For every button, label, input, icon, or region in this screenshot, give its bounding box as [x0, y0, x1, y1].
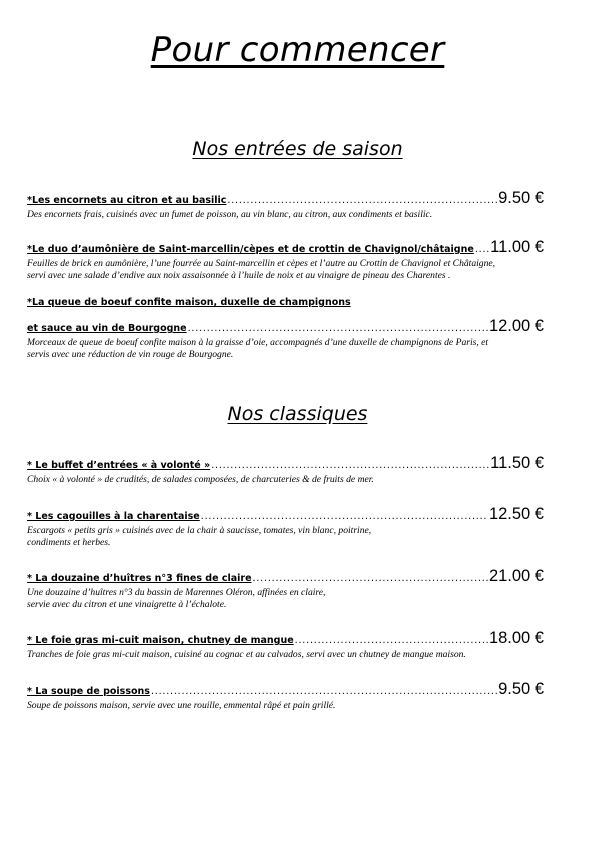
dish-description — [27, 587, 552, 611]
description-line: Une douzaine d’huîtres n°3 du bassin de Marennes Oléron, affinées en claire, — [27, 587, 326, 598]
menu-item-line — [27, 505, 552, 524]
dish-description — [27, 258, 552, 282]
dish-description — [27, 474, 552, 486]
dish-name: * Le buffet d’entrées « à volonté » — [27, 460, 211, 471]
menu-item-line — [27, 317, 552, 336]
description-line: Escargots « petits gris » cuisinés avec de la chair à saucisse, tomates, vin blanc, poitrine, — [27, 525, 372, 536]
dish-name: *Les encornets au citron et au basilic — [27, 195, 227, 206]
description-line: Soupe de poissons maison, servie avec une rouille, emmental râpé et pain grillé. — [27, 700, 336, 711]
dish-description — [27, 700, 552, 712]
dish-name: * Les cagouilles à la charentaise — [27, 511, 200, 522]
page-title: Pour commencer — [150, 30, 445, 70]
menu-item-cagouilles — [27, 505, 552, 549]
description-line: Feuilles de brick en aumônière, l’une fourrée au Saint-marcellin et cèpes et l’autre au Crottin de Chavignol et Châtaigne, — [27, 258, 496, 269]
dish-description — [27, 525, 552, 549]
dish-name-continued: et sauce au vin de Bourgogne — [27, 323, 187, 334]
description-line: Des encornets frais, cuisinés avec un fumet de poisson, au vin blanc, au citron, aux condiments et basilic. — [27, 209, 433, 220]
menu-item-duo-aumoniere — [27, 238, 552, 282]
menu-item-buffet — [27, 454, 552, 486]
dish-price: 12.50 € — [488, 505, 544, 523]
dot-leader — [227, 194, 497, 208]
menu-item-line — [27, 189, 552, 208]
dish-price: 9.50 € — [498, 680, 544, 698]
section-heading-classiques: Nos classiques — [227, 403, 368, 425]
dot-leader — [201, 510, 488, 524]
dish-price: 12.00 € — [488, 317, 544, 335]
dish-price: 21.00 € — [488, 567, 544, 585]
description-line: servi avec une salade d’endive aux noix assaisonnée à l’huile de noix et au vinaigre de pineau des Charentes . — [27, 270, 451, 282]
menu-item-line — [27, 629, 552, 648]
dish-description — [27, 337, 552, 361]
menu-item-huitres — [27, 567, 552, 611]
dot-leader — [253, 572, 488, 586]
dot-leader — [211, 459, 489, 473]
section-heading-entrees-saison: Nos entrées de saison — [192, 138, 403, 160]
description-line: condiments et herbes. — [27, 537, 111, 549]
menu-item-encornets — [27, 189, 552, 221]
menu-item-line — [27, 680, 552, 699]
dish-name: *Le duo d’aumônière de Saint-marcellin/cèpes et de crottin de Chavignol/châtaigne — [27, 244, 474, 255]
description-line: Choix « à volonté » de crudités, de salades composées, de charcuteries & de fruits de mer. — [27, 474, 374, 485]
dish-description — [27, 209, 552, 221]
menu-item-queue-de-boeuf — [27, 297, 552, 361]
dot-leader — [295, 634, 488, 648]
description-line: servis avec une réduction de vin rouge de Bourgogne. — [27, 349, 234, 361]
menu-item-line — [27, 238, 552, 257]
dish-price: 9.50 € — [498, 189, 544, 207]
menu-item-line — [27, 454, 552, 473]
dish-name: * Le foie gras mi-cuit maison, chutney de mangue — [27, 635, 294, 646]
dish-name: * La soupe de poissons — [27, 686, 150, 697]
menu-item-foie-gras — [27, 629, 552, 661]
description-line: Morceaux de queue de boeuf confite maison à la graisse d’oie, accompagnés d’une duxelle de champignons de Paris, et — [27, 337, 489, 348]
menu-item-soupe-de-poissons — [27, 680, 552, 712]
menu-item-line — [27, 567, 552, 586]
dot-leader — [188, 322, 488, 336]
dish-price: 11.50 € — [490, 454, 544, 472]
dot-leader — [151, 685, 497, 699]
dish-description — [27, 649, 552, 661]
dot-leader — [475, 243, 489, 257]
description-line: servie avec du citron et une vinaigrette à l’échalote. — [27, 599, 227, 611]
dish-price: 11.00 € — [490, 238, 544, 256]
dish-name: * La douzaine d’huîtres n°3 fines de claire — [27, 573, 252, 584]
description-line: Tranches de foie gras mi-cuit maison, cuisiné au cognac et au calvados, servi avec un chutney de mangue maison. — [27, 649, 466, 660]
dish-name: *La queue de boeuf confite maison, duxelle de champignons — [27, 297, 351, 308]
dish-price: 18.00 € — [488, 629, 544, 647]
